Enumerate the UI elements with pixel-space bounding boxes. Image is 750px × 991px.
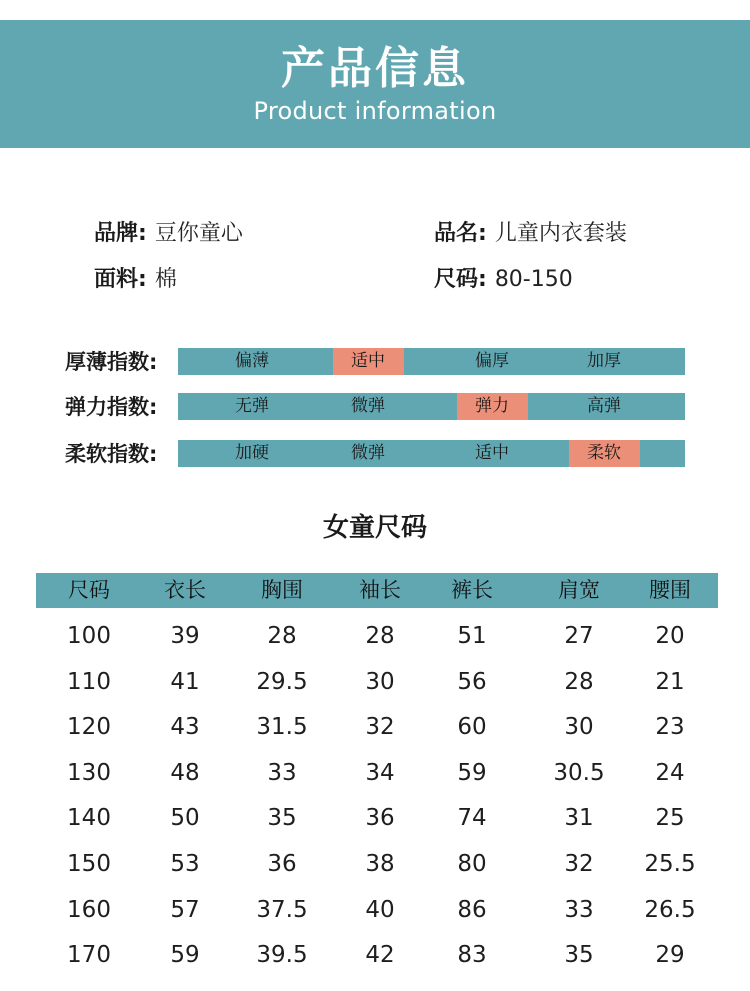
index-option-selected: 柔软 [569, 440, 640, 467]
table-cell: 60 [457, 714, 487, 741]
page-title: 产品信息 [281, 43, 469, 94]
index-label: 厚薄指数: [65, 350, 158, 374]
table-cell: 28 [267, 623, 297, 649]
index-option: 加厚 [587, 351, 621, 371]
index-option: 微弹 [351, 443, 385, 463]
table-cell: 80 [457, 851, 487, 877]
table-cell: 32 [564, 851, 594, 877]
table-cell: 25.5 [644, 851, 696, 877]
table-row [0, 933, 750, 978]
table-row [0, 796, 750, 841]
table-cell: 39.5 [256, 942, 308, 969]
fabric-value: 棉 [154, 267, 177, 292]
table-cell: 59 [457, 759, 487, 786]
brand-label: 品牌: [94, 221, 147, 246]
table-cell: 27 [564, 623, 594, 649]
table-cell: 28 [365, 623, 395, 649]
table-row [0, 842, 750, 887]
table-cell: 56 [457, 668, 487, 695]
page-subtitle: Product information [253, 97, 497, 125]
table-header-cell: 腰围 [649, 578, 691, 602]
index-label: 弹力指数: [65, 395, 158, 419]
table-header-cell: 肩宽 [558, 578, 600, 602]
table-cell: 33 [267, 759, 297, 786]
table-cell: 28 [564, 668, 594, 695]
fabric-label: 面料: [94, 267, 147, 292]
table-cell: 30 [365, 668, 395, 695]
table-cell: 29.5 [256, 668, 308, 695]
table-cell: 51 [457, 623, 487, 649]
index-bar [178, 440, 685, 467]
table-cell: 21 [655, 668, 685, 695]
header-band [0, 20, 750, 148]
table-header-cell: 裤长 [451, 578, 493, 602]
size-table-header [36, 573, 718, 608]
table-cell: 57 [170, 896, 200, 923]
table-cell: 33 [564, 896, 594, 923]
index-option-selected: 适中 [333, 348, 404, 375]
info-fabric [94, 265, 177, 295]
info-product-name [434, 219, 627, 249]
table-cell: 25 [655, 805, 685, 832]
table-cell: 35 [564, 942, 594, 969]
table-cell: 140 [67, 805, 111, 832]
table-header-cell: 袖长 [359, 578, 401, 602]
index-bar [178, 348, 685, 375]
table-cell: 37.5 [256, 896, 308, 923]
table-row [0, 751, 750, 796]
table-cell: 30.5 [553, 759, 605, 786]
table-cell: 74 [457, 805, 487, 832]
table-header-cell: 胸围 [261, 578, 303, 602]
table-cell: 23 [655, 714, 685, 741]
table-cell: 34 [365, 759, 395, 786]
table-row [0, 614, 750, 659]
table-cell: 160 [67, 896, 111, 923]
table-cell: 39 [170, 623, 200, 649]
index-option: 高弹 [587, 396, 621, 416]
index-option: 偏薄 [235, 351, 269, 371]
table-cell: 170 [67, 942, 111, 969]
table-cell: 36 [267, 851, 297, 877]
table-cell: 41 [170, 668, 200, 695]
table-cell: 110 [67, 668, 111, 695]
table-cell: 43 [170, 714, 200, 741]
table-cell: 59 [170, 942, 200, 969]
table-cell: 150 [67, 851, 111, 877]
info-brand [94, 219, 243, 249]
table-cell: 53 [170, 851, 200, 877]
table-cell: 29 [655, 942, 685, 969]
table-cell: 42 [365, 942, 395, 969]
table-cell: 40 [365, 896, 395, 923]
table-cell: 48 [170, 759, 200, 786]
index-option: 加硬 [235, 443, 269, 463]
table-row [0, 660, 750, 705]
product-name-label: 品名: [434, 221, 487, 246]
table-cell: 31.5 [256, 714, 308, 741]
index-bar [178, 393, 685, 420]
index-option: 微弹 [351, 396, 385, 416]
table-cell: 38 [365, 851, 395, 877]
table-row [0, 888, 750, 933]
table-row [0, 705, 750, 750]
brand-value: 豆你童心 [154, 221, 243, 246]
table-cell: 120 [67, 714, 111, 741]
table-cell: 36 [365, 805, 395, 832]
size-range-label: 尺码: [434, 267, 487, 292]
table-cell: 50 [170, 805, 200, 832]
table-cell: 30 [564, 714, 594, 741]
table-cell: 86 [457, 896, 487, 923]
table-cell: 20 [655, 623, 685, 649]
index-label: 柔软指数: [65, 442, 158, 466]
table-cell: 83 [457, 942, 487, 969]
index-option: 适中 [475, 443, 509, 463]
table-cell: 26.5 [644, 896, 696, 923]
table-cell: 31 [564, 805, 594, 832]
table-cell: 130 [67, 759, 111, 786]
index-option-selected: 弹力 [457, 393, 528, 420]
table-cell: 32 [365, 714, 395, 741]
info-size [434, 265, 573, 295]
size-range-value: 80-150 [494, 267, 573, 292]
table-header-cell: 衣长 [164, 578, 206, 602]
size-table-title: 女童尺码 [322, 513, 427, 543]
table-cell: 35 [267, 805, 297, 832]
table-header-cell: 尺码 [68, 578, 110, 602]
product-name-value: 儿童内衣套装 [494, 221, 627, 246]
index-option: 无弹 [235, 396, 269, 416]
table-cell: 24 [655, 759, 685, 786]
table-cell: 100 [67, 623, 111, 649]
index-option: 偏厚 [475, 351, 509, 371]
